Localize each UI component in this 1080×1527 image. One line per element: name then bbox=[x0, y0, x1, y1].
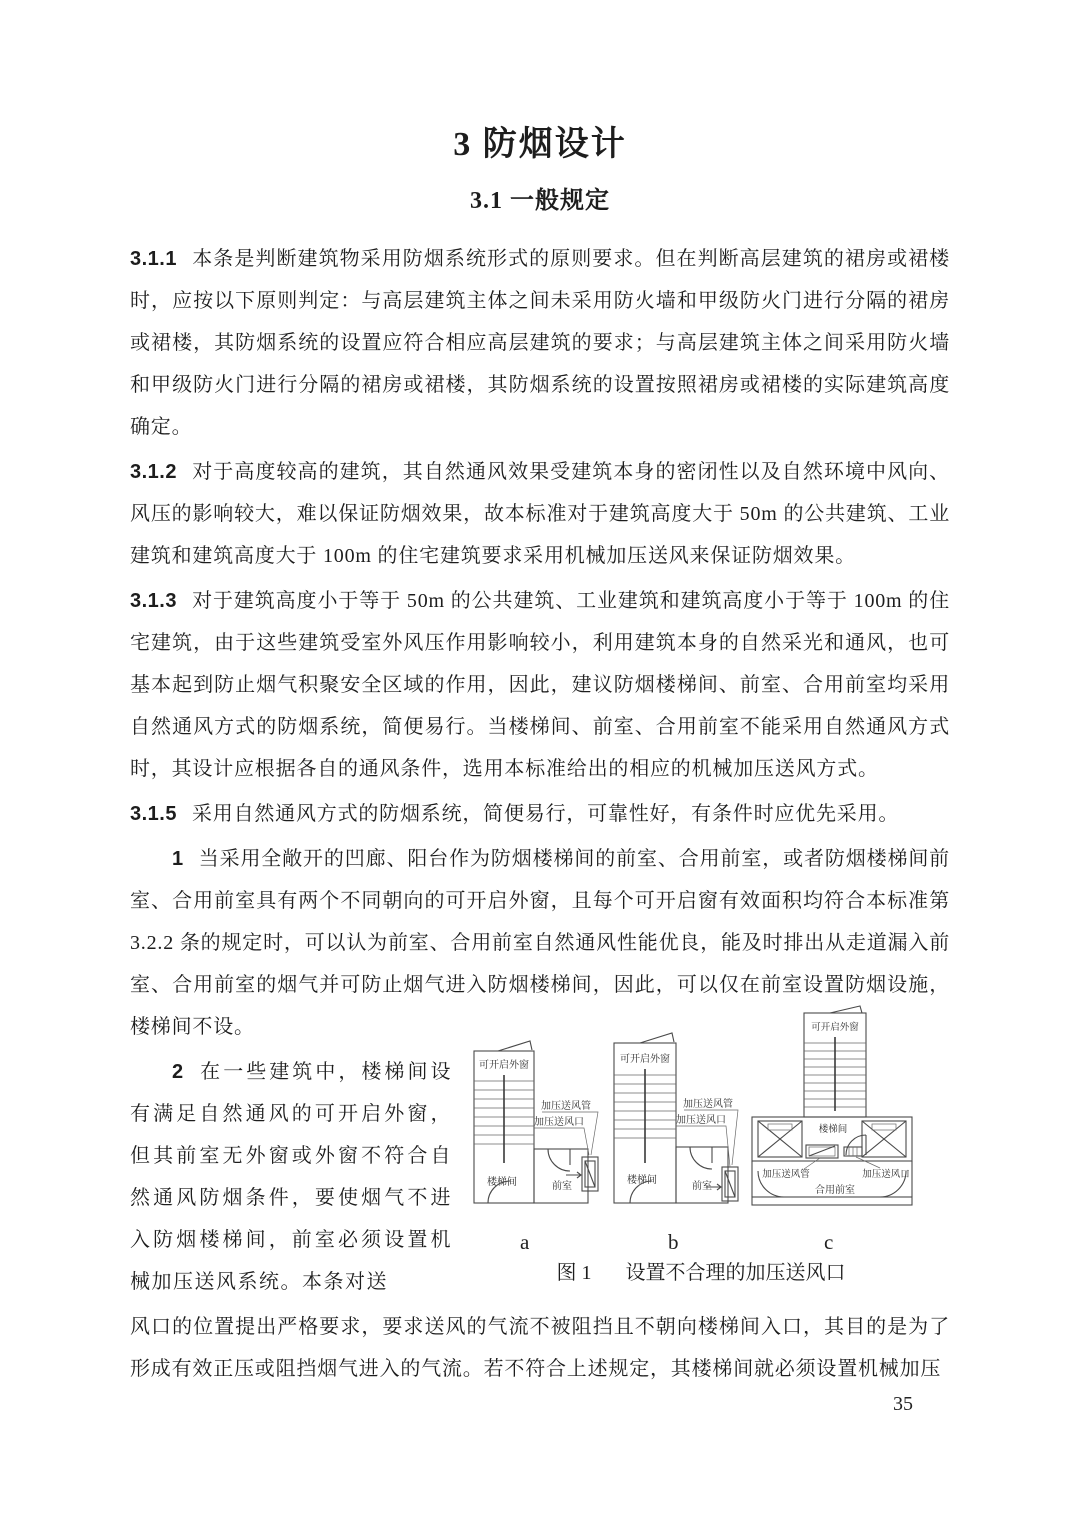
page-number: 35 bbox=[893, 1393, 913, 1415]
figure-1 bbox=[452, 1005, 950, 1288]
paragraph-3-1-2 bbox=[130, 451, 950, 577]
label-pressure-duct-a: 加压送风管 bbox=[541, 1101, 591, 1112]
section-heading: 3.1 一般规定 bbox=[470, 188, 610, 214]
clause-number: 3.1.2 bbox=[130, 461, 177, 483]
paragraph-3-1-3 bbox=[130, 580, 950, 790]
item-2-with-figure bbox=[130, 1023, 950, 1306]
clause-text: 本条是判断建筑物采用防烟系统形式的原则要求。但在判断高层建筑的裙房或裙楼时，应按以下原则判定：与高层建筑主体之间未采用防火墙和甲级防火门进行分隔的裙房或裙楼，其防烟系统的设置应符合相应高层建筑的要求；与高层建筑主体之间采用防火墙和甲级防火门进行分隔的裙房或裙楼，其防烟系统的设置按照裙房或裙楼的实际建筑高度确定。 bbox=[130, 248, 950, 438]
diagram-a bbox=[474, 1041, 598, 1203]
label-pressure-duct-c: 加压送风管 bbox=[762, 1170, 810, 1180]
clause-number: 3.1.5 bbox=[130, 803, 177, 825]
figure-caption bbox=[452, 1258, 950, 1288]
label-openable-window-a: 可开启外窗 bbox=[479, 1060, 529, 1071]
clause-text: 采用自然通风方式的防烟系统，简便易行，可靠性好，有条件时应优先采用。 bbox=[191, 803, 900, 825]
item-text: 风口的位置提出严格要求，要求送风的气流不被阻挡且不朝向楼梯间入口，其目的是为了形成有效正压或阻挡烟气进入的气流。若不符合上述规定，其楼梯间就必须设置机械加压 bbox=[130, 1316, 950, 1380]
clause-text: 对于高度较高的建筑，其自然通风效果受建筑本身的密闭性以及自然环境中风向、风压的影响较大，难以保证防烟效果，故本标准对于建筑高度大于 50m 的公共建筑、工业建筑和建筑高度大于 100m 的住宅建筑要求采用机械加压送风来保证防烟效果。 bbox=[130, 461, 950, 567]
label-front-room-a: 前室 bbox=[552, 1181, 572, 1192]
figure-1-diagrams bbox=[452, 1005, 942, 1230]
sub-label-c: c bbox=[824, 1230, 834, 1254]
item-text: 当采用全敞开的凹廊、阳台作为防烟楼梯间的前室、合用前室，或者防烟楼梯间前室、合用前室具有两个不同朝向的可开启外窗，且每个可开启窗有效面积均符合本标准第 3.2.2 条的规定时，可以认为前室、合用前室自然通风性能优良，能及时排出从走道漏入前室、合用前室的烟气并可防止烟气进入防烟楼梯间，因此，可以仅在前室设置防烟设施，楼梯间不设。 bbox=[130, 848, 950, 1038]
window-flap-icon bbox=[830, 1006, 862, 1013]
clause-text: 对于建筑高度小于等于 50m 的公共建筑、工业建筑和建筑高度小于等于 100m 的住宅建筑，由于这些建筑受室外风压作用影响较小，利用建筑本身的自然采光和通风，也可基本起到防止烟气积聚安全区域的作用，因此，建议防烟楼梯间、前室、合用前室均采用自然通风方式的防烟系统，简便易行。当楼梯间、前室、合用前室不能采用自然通风方式时，其设计应根据各自的通风条件，选用本标准给出的相应的机械加压送风方式。 bbox=[130, 590, 950, 780]
item-text: 在一些建筑中，楼梯间设有满足自然通风的可开启外窗，但其前室无外窗或外窗不符合自然通风防烟条件，要使烟气不进入防烟楼梯间，前室必须设置机械加压送风系统。本条对送 bbox=[130, 1061, 452, 1293]
label-pressure-duct-b: 加压送风管 bbox=[683, 1099, 733, 1110]
paragraph-3-1-5 bbox=[130, 793, 950, 835]
clause-number: 3.1.3 bbox=[130, 590, 177, 612]
label-stairwell-b: 楼梯间 bbox=[627, 1175, 657, 1186]
sub-item-2 bbox=[130, 1051, 452, 1303]
airflow-arrow-icon bbox=[566, 1172, 581, 1178]
label-pressure-outlet-c: 加压送风口 bbox=[862, 1170, 910, 1180]
figure-caption-text: 设置不合理的加压送风口 bbox=[625, 1262, 846, 1284]
label-openable-window-b: 可开启外窗 bbox=[620, 1054, 670, 1065]
window-flap-icon bbox=[498, 1041, 532, 1051]
label-shared-front-room: 合用前室 bbox=[815, 1185, 855, 1196]
label-pressure-outlet-a: 加压送风口 bbox=[534, 1117, 584, 1128]
paragraph-3-1-1 bbox=[130, 238, 950, 448]
item-number: 2 bbox=[172, 1061, 184, 1083]
label-stairwell-c: 楼梯间 bbox=[818, 1125, 848, 1135]
label-front-room-b: 前室 bbox=[692, 1181, 712, 1192]
window-flap-icon bbox=[640, 1033, 674, 1043]
label-stairwell-a: 楼梯间 bbox=[487, 1177, 517, 1188]
diagram-c bbox=[752, 1006, 912, 1205]
door-arc-icon bbox=[548, 1149, 570, 1171]
label-pressure-outlet-b: 加压送风口 bbox=[676, 1115, 726, 1126]
door-arc-icon bbox=[690, 1147, 712, 1169]
clause-number: 3.1.1 bbox=[130, 248, 177, 270]
page-content bbox=[130, 122, 950, 1393]
sub-label-b: b bbox=[668, 1230, 679, 1254]
item-number: 1 bbox=[172, 848, 184, 870]
label-openable-window-c: 可开启外窗 bbox=[811, 1023, 859, 1033]
figure-number: 图 1 bbox=[556, 1262, 592, 1284]
page-title: 3 防烟设计 bbox=[453, 126, 627, 163]
diagram-b bbox=[614, 1033, 738, 1203]
figure-sub-labels bbox=[452, 1230, 950, 1256]
sub-item-2-continuation bbox=[130, 1306, 950, 1390]
item-2-text-column bbox=[130, 1051, 452, 1306]
sub-label-a: a bbox=[520, 1230, 530, 1254]
